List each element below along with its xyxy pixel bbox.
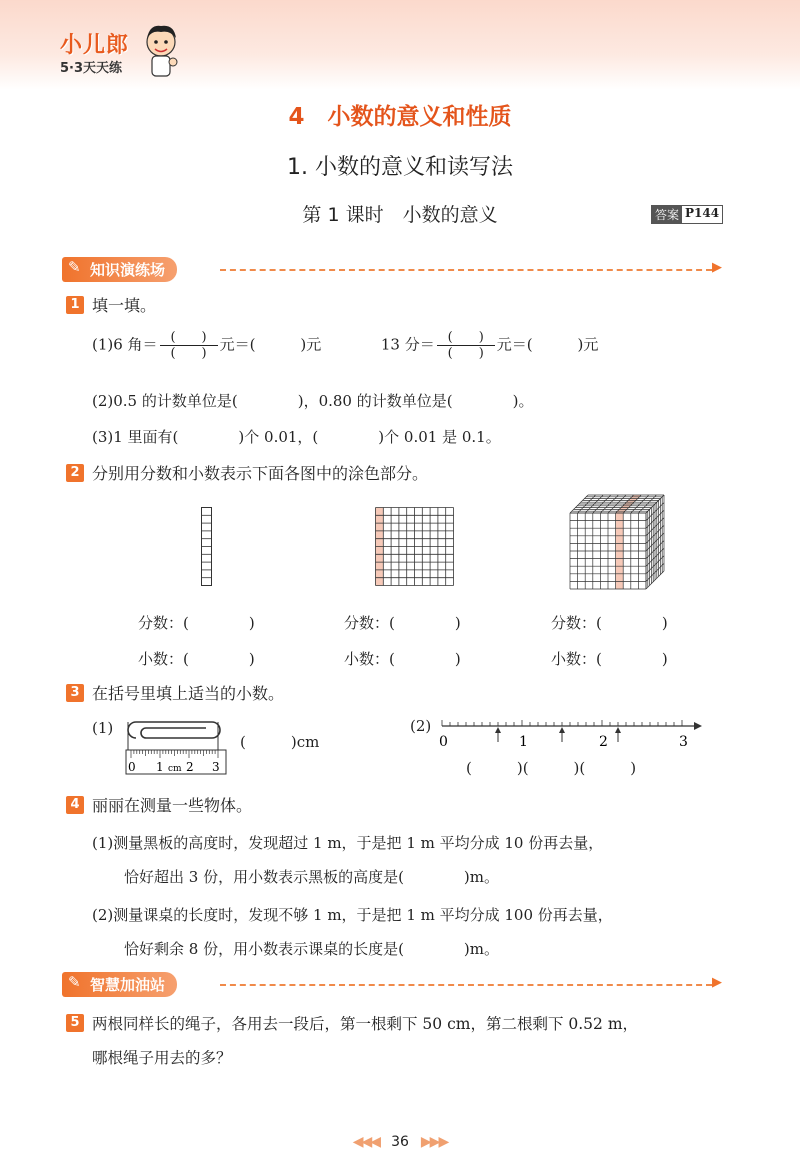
question-number: 5 (66, 1014, 84, 1032)
q3-part2-answers: ( )( )( ) (466, 759, 637, 777)
ruler-label-2: 2 (186, 760, 194, 774)
brand-logo (60, 28, 129, 76)
fraction-answer-3: 分数：( ) (551, 614, 668, 632)
unit-title: 4 小数的意义和性质 (288, 104, 512, 130)
pointer-arrow-head (559, 727, 565, 733)
decimal-answer-2: 小数：( ) (344, 650, 461, 668)
axis-label-1: 1 (519, 734, 528, 750)
q1-a-mid: 元＝( )元 (219, 335, 322, 354)
ruler-label-1: 1 (156, 760, 164, 774)
question-title: 填一填。 (92, 296, 157, 315)
q3-part1-answer: ( )cm (240, 733, 320, 751)
question-title: 在括号里填上适当的小数。 (92, 684, 285, 703)
arrow-right-icon: ▶ (712, 975, 722, 990)
hundred-grid-figure (375, 507, 455, 587)
pointer-arrow-head (495, 727, 501, 733)
ruler-unit: cm (168, 764, 182, 774)
section-title: 1. 小数的意义和读写法 (287, 155, 513, 180)
prev-arrows-icon: ◀◀◀ (352, 1134, 380, 1150)
question-number: 1 (66, 296, 84, 314)
q4-line3: (2)测量课桌的长度时，发现不够 1 m，于是把 1 m 平均分成 100 份再去量， (92, 906, 613, 924)
section-label: 智慧加油站 (90, 975, 166, 994)
q1-line3: (3)1 里面有( )个 0.01，( )个 0.01 是 0.1。 (92, 428, 501, 446)
q1-line1 (92, 330, 598, 361)
q5-line1: 两根同样长的绳子，各用去一段后，第一根剩下 50 cm，第二根剩下 0.52 m， (92, 1015, 639, 1033)
next-arrows-icon: ▶▶▶ (420, 1134, 448, 1150)
dashed-divider (220, 984, 712, 986)
q4-line2: 恰好超出 3 份，用小数表示黑板的高度是( )m。 (124, 868, 500, 886)
question-number: 4 (66, 796, 84, 814)
ruler-label-0: 0 (128, 760, 136, 774)
q3-part1-label: (1) (92, 719, 114, 737)
numerator: ( ) (447, 330, 484, 345)
paperclip-ruler-figure (120, 716, 230, 780)
question-number: 2 (66, 464, 84, 482)
pointer-arrow-head (615, 727, 621, 733)
q3-part2-label: (2) (410, 717, 432, 735)
q1-b-mid: 元＝( )元 (496, 335, 599, 354)
arrow-right-icon: ▶ (712, 260, 722, 275)
pencil-icon: ✎ (68, 972, 81, 991)
decimal-answer-3: 小数：( ) (551, 650, 668, 668)
q1-b-prefix: 13 分＝ (380, 335, 435, 354)
q1-a-prefix: (1)6 角＝ (92, 335, 158, 354)
section-bar-wisdom (62, 971, 177, 997)
page-footer (0, 1134, 800, 1150)
ruler-label-3: 3 (212, 760, 220, 774)
dashed-divider (220, 269, 712, 271)
q4-line1: (1)测量黑板的高度时，发现超过 1 m，于是把 1 m 平均分成 10 份再去量， (92, 834, 604, 852)
question-number: 3 (66, 684, 84, 702)
lesson-title: 第 1 课时 小数的意义 (302, 204, 498, 226)
question-title: 分别用分数和小数表示下面各图中的涂色部分。 (92, 464, 429, 483)
numerator: ( ) (170, 330, 207, 345)
answer-reference (651, 205, 723, 224)
denominator: ( ) (170, 346, 207, 361)
axis-label-2: 2 (599, 734, 608, 750)
q1-line2: (2)0.5 的计数单位是( )，0.80 的计数单位是( )。 (92, 392, 534, 410)
fraction-answer-1: 分数：( ) (138, 614, 255, 632)
page-number: 36 (391, 1134, 409, 1150)
decimal-answer-1: 小数：( ) (138, 650, 255, 668)
fraction-blank (437, 330, 495, 361)
q5-line2: 哪根绳子用去的多？ (92, 1049, 232, 1067)
section-tag-wisdom (62, 972, 177, 997)
fraction-blank (160, 330, 218, 361)
answer-tag: 答案 (652, 206, 682, 223)
mascot-icon (140, 22, 182, 78)
section-bar-practice (62, 256, 177, 282)
denominator: ( ) (447, 346, 484, 361)
cube-figure (568, 493, 674, 591)
logo-text: 小儿郎 (60, 33, 130, 58)
section-tag-practice (62, 257, 177, 282)
answer-page: P144 (685, 206, 720, 220)
series-text: 5·3天天练 (60, 61, 123, 76)
pencil-icon: ✎ (68, 257, 81, 276)
fraction-answer-2: 分数：( ) (344, 614, 461, 632)
strip-figure (201, 507, 213, 587)
axis-arrow-icon (694, 722, 702, 730)
number-line-figure (436, 716, 706, 754)
axis-label-3: 3 (679, 734, 688, 750)
axis-label-0: 0 (439, 734, 448, 750)
q4-line4: 恰好剩余 8 份，用小数表示课桌的长度是( )m。 (124, 940, 500, 958)
question-title: 丽丽在测量一些物体。 (92, 796, 253, 815)
section-label: 知识演练场 (90, 260, 166, 279)
